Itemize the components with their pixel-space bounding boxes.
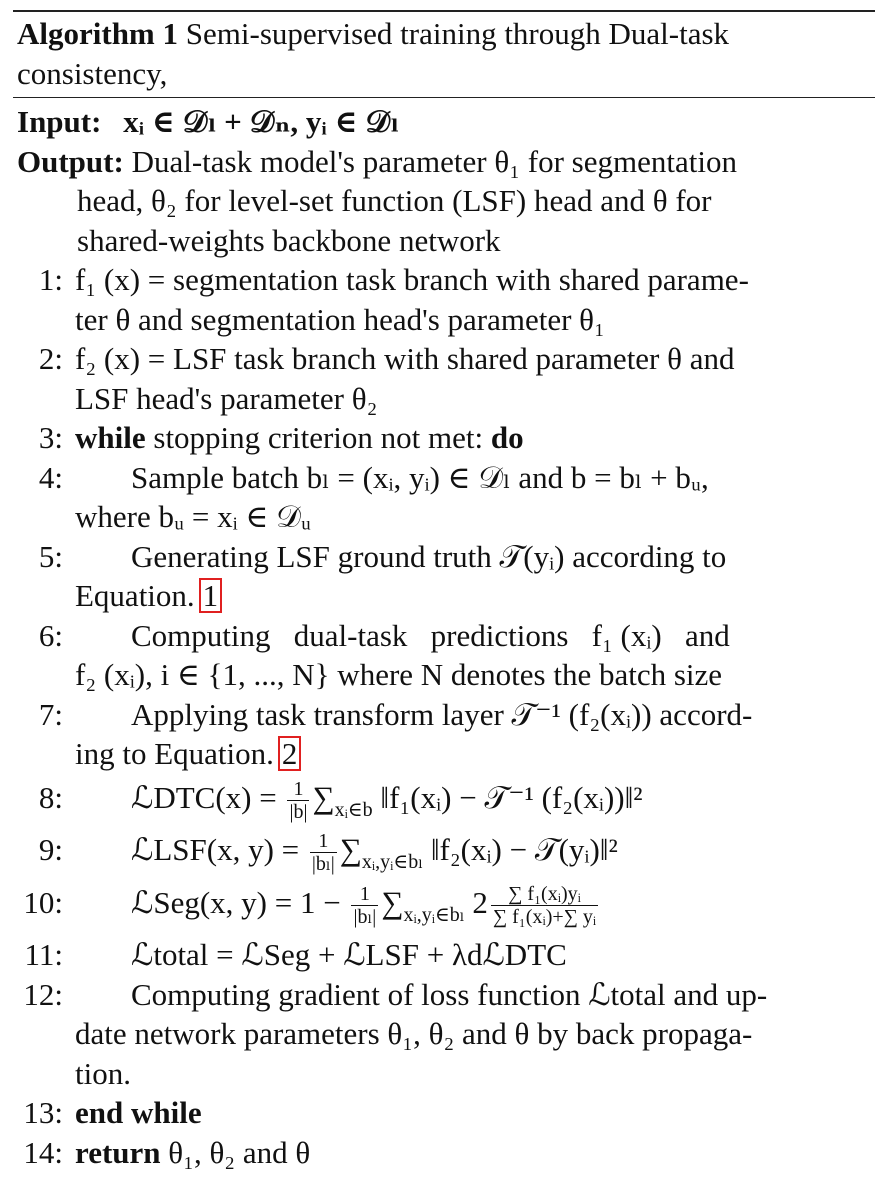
step-8 — [13, 774, 875, 831]
algorithm-title: Semi-supervised training through Dual-task consistency, — [17, 16, 730, 91]
sum-symbol: ∑ — [312, 779, 335, 815]
step-7 — [13, 695, 875, 774]
step-number: 9: — [38, 832, 63, 867]
step-text: ter θ and segmentation head's parameter θ₁ — [75, 301, 605, 337]
step-text: Sample batch bₗ = (xᵢ, yᵢ) ∈ 𝒟ₗ and b = bₗ + bᵤ, — [131, 459, 709, 495]
step-text: stopping criterion not met: — [145, 420, 491, 455]
step-14 — [13, 1133, 875, 1173]
step-text: where bᵤ = xᵢ ∈ 𝒟ᵤ — [75, 499, 312, 534]
keyword-do: do — [490, 420, 524, 455]
step-text: f₁ (x) = segmentation task branch with shared parame- — [75, 262, 749, 297]
step-11 — [13, 935, 875, 975]
algorithm-box — [13, 10, 875, 1172]
step-text: Equation. — [75, 578, 195, 613]
step-12 — [13, 975, 875, 1094]
keyword-end-while: end while — [75, 1095, 202, 1130]
step-number: 5: — [38, 538, 63, 574]
step-text: date network parameters θ₁, θ₂ and θ by back propaga- — [75, 1016, 753, 1051]
algorithm-header — [13, 12, 875, 97]
equation-rhs: ‖f₁(xᵢ) − 𝒯⁻¹ (f₂(xᵢ))‖² — [380, 779, 643, 815]
step-text: θ₁, θ₂ and θ — [160, 1134, 311, 1170]
step-9 — [13, 830, 875, 883]
step-number: 12: — [23, 976, 63, 1012]
step-4 — [13, 458, 875, 537]
step-6 — [13, 616, 875, 695]
output-text-2: head, θ₂ for level-set function (LSF) head and θ for — [77, 183, 712, 218]
fraction: $\frac{1}{|b|}$ — [289, 777, 308, 823]
step-text: ing to Equation. — [75, 736, 274, 771]
step-number: 3: — [38, 420, 63, 455]
sum-symbol: ∑ — [381, 884, 404, 920]
step-text: LSF head's parameter θ₂ — [75, 380, 378, 416]
sum-subscript: xᵢ∈b — [334, 798, 373, 821]
step-number: 7: — [38, 696, 63, 732]
sum-subscript: xᵢ,yᵢ∈bₗ — [403, 903, 465, 926]
equation-ref-link[interactable]: 2 — [278, 736, 302, 771]
equation-ref-link[interactable]: 1 — [199, 578, 223, 613]
step-text: f₂ (x) = LSF task branch with shared parameter θ and — [75, 341, 735, 376]
step-13 — [13, 1093, 875, 1133]
keyword-return: return — [75, 1134, 161, 1170]
equation-lhs: ℒLSF(x, y) = — [131, 832, 300, 867]
step-number: 1: — [38, 262, 63, 297]
input-line — [13, 98, 875, 142]
output-block — [13, 142, 875, 261]
step-10 — [13, 883, 875, 936]
fraction: $\frac{1}{\text{|bₗ|}}$ — [311, 830, 335, 876]
step-number: 4: — [38, 459, 63, 495]
step-1 — [13, 260, 875, 339]
fraction: $\frac{1}{\text{|bₗ|}}$ — [353, 882, 377, 928]
step-text: Generating LSF ground truth 𝒯(yᵢ) according to — [131, 538, 727, 574]
step-number: 10: — [23, 884, 63, 920]
output-text-1: Dual-task model's parameter θ₁ for segmentation — [131, 143, 737, 179]
algorithm-label: Algorithm 1 — [17, 16, 179, 51]
step-text: Computing dual-task predictions f₁ (xᵢ) and — [131, 617, 730, 653]
equation-lhs: ℒSeg(x, y) = 1 − — [131, 884, 341, 920]
step-number: 11: — [24, 937, 63, 972]
step-3 — [13, 418, 875, 458]
step-number: 13: — [23, 1095, 63, 1130]
keyword-while: while — [75, 420, 146, 455]
input-math: xᵢ ∈ 𝒟ₗ + 𝒟ₙ, yᵢ ∈ 𝒟ₗ — [123, 104, 400, 139]
input-label: Input: — [17, 104, 102, 139]
step-text: tion. — [75, 1055, 131, 1091]
step-text: f₂ (xᵢ), i ∈ {1, ..., N} where N denotes the batch size — [75, 657, 723, 692]
equation-coef: 2 — [472, 884, 488, 920]
step-5 — [13, 537, 875, 616]
output-label: Output: — [17, 143, 124, 179]
step-2 — [13, 339, 875, 418]
output-text-3: shared-weights backbone network — [77, 222, 501, 258]
sum-subscript: xᵢ,yᵢ∈bₗ — [361, 851, 424, 873]
equation-rhs: ‖f₂(xᵢ) − 𝒯(yᵢ)‖² — [430, 832, 618, 867]
sum-symbol: ∑ — [339, 832, 362, 867]
step-number: 8: — [38, 779, 63, 815]
step-number: 6: — [38, 617, 63, 653]
step-number: 14: — [23, 1134, 63, 1170]
step-text: Computing gradient of loss function ℒtotal and up- — [131, 976, 768, 1012]
step-text: Applying task transform layer 𝒯⁻¹ (f₂(xᵢ)) accord- — [131, 696, 753, 732]
step-number: 2: — [38, 341, 63, 376]
equation: ℒtotal = ℒSeg + ℒLSF + λdℒDTC — [131, 937, 567, 972]
equation-lhs: ℒDTC(x) = — [131, 779, 277, 815]
dice-fraction: $\frac{\text{∑ f₁(xᵢ)yᵢ}}{\text{∑ f₁(xᵢ)+∑ yᵢ}}$ — [492, 882, 597, 928]
